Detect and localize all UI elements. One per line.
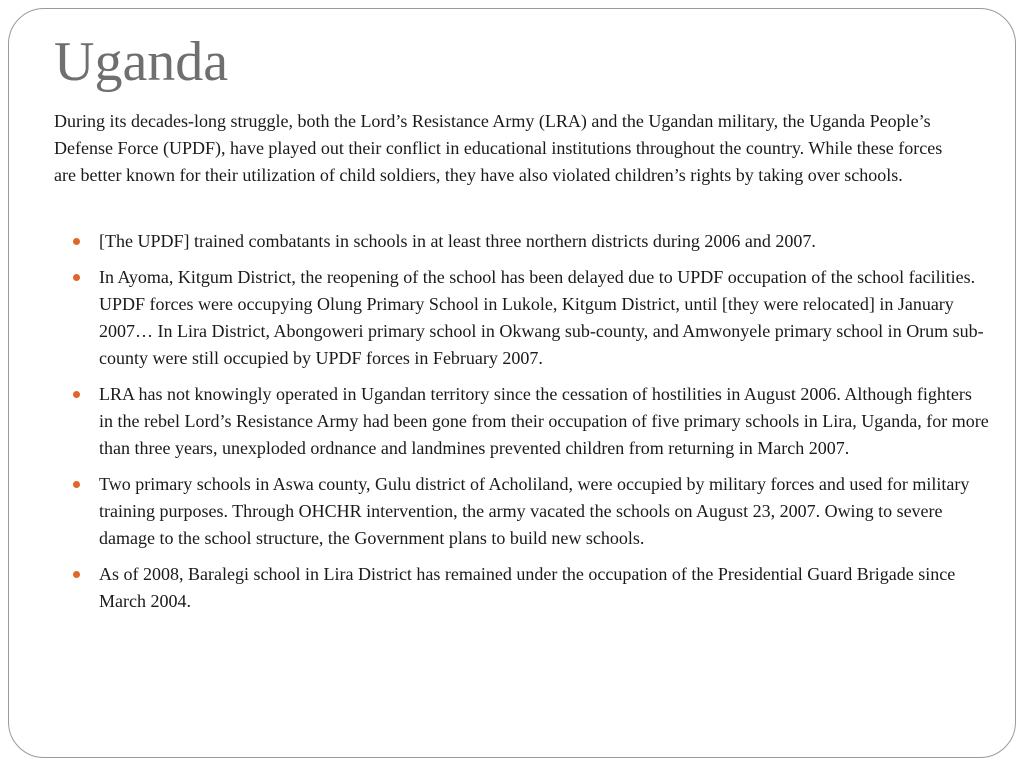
bullet-item — [99, 471, 989, 552]
bullet-text: LRA has not knowingly operated in Ugandan territory since the cessation of hostilities in August 2006. Although fighters in the rebel Lord’s Resistance Army had been gone from their occupation of five primary schools in Lira, Uganda, for more than three years, unexploded ordnance and landmines prevented children from returning in March 2007. — [99, 384, 989, 458]
bullet-item — [99, 228, 989, 255]
bullet-dot-icon — [73, 391, 80, 398]
bullet-item — [99, 381, 989, 462]
bullet-dot-icon — [73, 481, 80, 488]
bullet-dot-icon — [73, 571, 80, 578]
bullet-text: [The UPDF] trained combatants in schools in at least three northern districts during 2006 and 2007. — [99, 231, 816, 251]
bullet-dot-icon — [73, 238, 80, 245]
bullet-text: In Ayoma, Kitgum District, the reopening of the school has been delayed due to UPDF occupation of the school facilities. UPDF forces were occupying Olung Primary School in Lukole, Kitgum District, until [they were relocated] in January 2007… In Lira District, Abongoweri primary school in Okwang sub-county, and Amwonyele primary school in Orum sub-county were still occupied by UPDF forces in February 2007. — [99, 267, 984, 368]
bullet-list — [99, 228, 989, 624]
bullet-text: As of 2008, Baralegi school in Lira District has remained under the occupation of the Presidential Guard Brigade since March 2004. — [99, 564, 956, 611]
bullet-item — [99, 264, 989, 372]
slide-title: Uganda — [54, 31, 229, 93]
bullet-item — [99, 561, 989, 615]
bullet-text: Two primary schools in Aswa county, Gulu district of Acholiland, were occupied by military forces and used for military training purposes. Through OHCHR intervention, the army vacated the schools on August 23, 2007. Owing to severe damage to the school structure, the Government plans to build new schools. — [99, 474, 970, 548]
bullet-dot-icon — [73, 274, 80, 281]
intro-paragraph: During its decades-long struggle, both the Lord’s Resistance Army (LRA) and the Ugandan military, the Uganda People’s Defense Force (UPDF), have played out their conflict in educational institutions throughout the country. While these forces are better known for their utilization of child soldiers, they have also violated children’s rights by taking over schools. — [54, 111, 943, 185]
